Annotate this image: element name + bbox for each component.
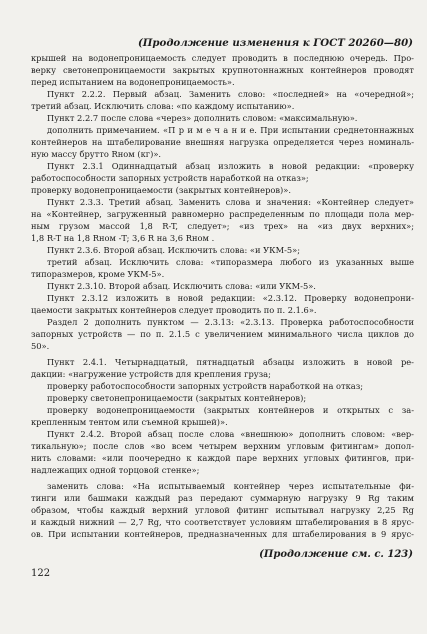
- text-line: на «Контейнер, загруженный равномерно распределенным по площади пола мер-: [31, 209, 414, 219]
- text-line: Пункт 2.3.3. Третий абзац. Заменить слова и значения: «Контейнер следует»: [47, 197, 414, 207]
- text-line: Раздел 2 дополнить пунктом — 2.3.13: «2.3.13. Проверка работоспособности: [47, 317, 414, 327]
- text-line: 1,8 R-T на 1,8 Rном -T; 3,6 R на 3,6 Rном .: [31, 233, 215, 243]
- text-line: перед испытанием на водонепроницаемость».: [31, 77, 235, 87]
- text-line: и каждый нижний — 2,7 Rg, что соответствует условиям штабелирования в 8 ярус-: [31, 517, 414, 527]
- page-header: (Продолжение изменения к ГОСТ 20260—80): [137, 37, 413, 49]
- text-line: контейнеров на штабелирование внешняя нагрузка определяется через номиналь-: [31, 137, 414, 147]
- text-line: работоспособности запорных устройств наработкой на отказ»;: [31, 173, 309, 183]
- text-line: образом, чтобы каждый верхний угловой фитинг испытывал нагрузку 2,25 Rg: [31, 505, 414, 515]
- text-line: тикальную»; после слов «во всем четырем верхним угловым фитингам» допол-: [31, 441, 414, 451]
- text-line: проверку водонепроницаемости (закрытых контейнеров и открытых с за-: [47, 405, 414, 415]
- text-line: цаемости закрытых контейнеров следует проводить по п. 2.1.6».: [31, 305, 317, 315]
- text-line: третий абзац. Исключить слова: «типоразмера любого из указанных выше: [47, 257, 414, 267]
- text-line: Пункт 2.2.7 после слова «через» дополнить словом: «максимальную».: [47, 113, 358, 123]
- page-number: 122: [31, 568, 51, 579]
- text-line: крышей на водонепроницаемость следует проводить в последнюю очередь. Про-: [31, 53, 414, 63]
- text-line: типоразмеров, кроме УКМ-5».: [31, 269, 165, 279]
- text-line: проверку светонепроницаемости (закрытых контейнеров);: [47, 393, 307, 403]
- continuation-note: (Продолжение см. с. 123): [259, 549, 413, 560]
- text-line: Пункт 2.3.1 Одиннадцатый абзац изложить в новой редакции: «проверку: [47, 161, 414, 171]
- text-line: ов. При испытании контейнеров, предназначенных для штабелирования в 9 ярус-: [31, 529, 414, 539]
- text-line: Пункт 2.3.6. Второй абзац. Исключить слова: «и УКМ-5»;: [47, 245, 301, 255]
- text-line: крепленным тентом или съемной крышей)».: [31, 417, 228, 427]
- text-line: надлежащих одной торцовой стенке»;: [31, 465, 200, 475]
- text-line: третий абзац. Исключить слова: «по каждому испытанию».: [31, 101, 295, 111]
- text-line: верку светонепроницаемости закрытых крупнотоннажных контейнеров проводят: [31, 65, 414, 75]
- text-line: проверку водонепроницаемости (закрытых контейнеров)».: [31, 185, 292, 195]
- text-line: Пункт 2.4.1. Четырнадцатый, пятнадцатый абзацы изложить в новой ре-: [47, 357, 414, 367]
- text-line: Пункт 2.2.2. Первый абзац. Заменить слово: «последней» на «очередной»;: [47, 89, 414, 99]
- text-line: ным грузом массой 1,8 R-T, следует»; «из трех» на «из двух верхних»;: [31, 221, 414, 231]
- text-line: дополнить примечанием. «П р и м е ч а н и е. При испытании среднетоннажных: [47, 125, 414, 135]
- text-line: проверку работоспособности запорных устройств наработкой на отказ;: [47, 381, 364, 391]
- text-line: 50».: [31, 341, 50, 351]
- text-line: заменить слова: «На испытываемый контейнер через испытательные фи-: [47, 481, 414, 491]
- text-line: нить словами: «или поочередно к каждой паре верхних угловых фитингов, при-: [31, 453, 414, 463]
- text-line: ную массу брутто Rном (кг)».: [31, 149, 162, 159]
- text-line: дакции: «нагружение устройств для крепления груза;: [31, 369, 271, 379]
- text-line: Пункт 2.3.10. Второй абзац. Исключить слова: «или УКМ-5».: [47, 281, 316, 291]
- text-line: запорных устройств — по п. 2.1.5 с увеличением минимального числа циклов до: [31, 329, 414, 339]
- text-line: тинги или башмаки каждый раз передают суммарную нагрузку 9 Rg таким: [31, 493, 414, 503]
- text-line: Пункт 2.4.2. Второй абзац после слова «внешнюю» дополнить словом: «вер-: [47, 429, 414, 439]
- text-line: Пункт 2.3.12 изложить в новой редакции: «2.3.12. Проверку водонепрони-: [47, 293, 414, 303]
